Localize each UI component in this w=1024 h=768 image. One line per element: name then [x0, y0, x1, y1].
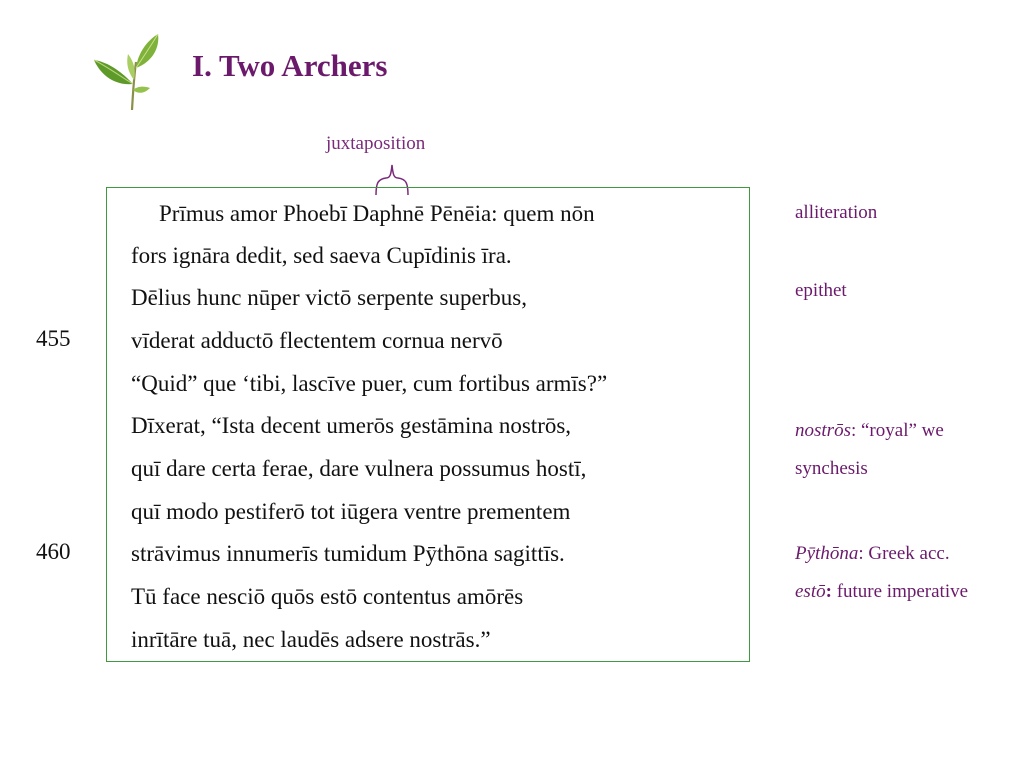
verse-line: quī modo pestiferō tot iūgera ventre prementem: [131, 499, 571, 524]
juxtaposition-label: juxtaposition: [326, 133, 426, 154]
note-pythona: [795, 544, 950, 563]
note-nostros: [795, 421, 944, 440]
verse-line: Dēlius hunc nūper victō serpente superbus,: [131, 285, 528, 310]
line-number-455: 455: [36, 326, 71, 351]
note-gloss: : Greek acc.: [858, 543, 950, 564]
line-number-460: 460: [36, 539, 71, 564]
note-alliteration: alliteration: [795, 202, 878, 223]
verse-line: Dīxerat, “Ista decent umerōs gestāmina nostrōs,: [131, 413, 572, 438]
verse-line: strāvimus innumerīs tumidum Pȳthōna sagittīs.: [131, 541, 565, 566]
slide-title: I. Two Archers: [192, 48, 388, 83]
note-epithet: epithet: [795, 280, 847, 301]
note-esto: [795, 582, 968, 601]
verse-line: Prīmus amor Phoebī Daphnē Pēnēia: quem nōn: [159, 201, 595, 226]
verse-line: vīderat adductō flectentem cornua nervō: [131, 328, 503, 353]
note-gloss: future imperative: [831, 581, 969, 602]
note-colon: :: [825, 581, 832, 602]
verse-line: fors ignāra dedit, sed saeva Cupīdinis īra.: [131, 243, 512, 268]
verse-line: quī dare certa ferae, dare vulnera possumus hostī,: [131, 456, 587, 481]
leaf-sprig-icon: [92, 32, 166, 112]
verse-line: Tū face nesciō quōs estō contentus amōrēs: [131, 584, 524, 609]
note-term: Pȳthōna: [795, 543, 859, 564]
note-term: estō: [795, 581, 826, 602]
note-synchesis: synchesis: [795, 458, 868, 479]
note-term: nostrōs: [795, 420, 851, 441]
verse-line: inrītāre tuā, nec laudēs adsere nostrās.”: [131, 627, 491, 652]
note-gloss: : “royal” we: [850, 420, 944, 441]
verse-line: “Quid” que ‘tibi, lascīve puer, cum fortibus armīs?”: [131, 371, 608, 396]
